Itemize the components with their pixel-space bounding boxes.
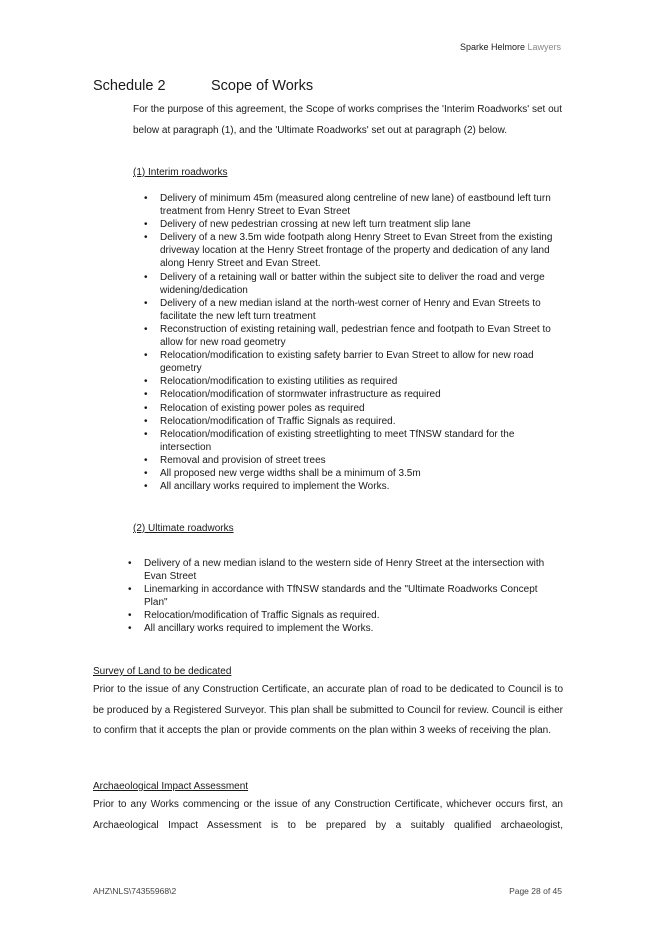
list-item: • Relocation of existing power poles as required: [144, 402, 566, 415]
list-item: • Relocation/modification of Traffic Signals as required.: [128, 609, 548, 622]
ultimate-roadworks-list: [128, 557, 548, 636]
list-item: • Delivery of a new 3.5m wide footpath along Henry Street to Evan Street from the existing driveway location at the Henry Street frontage of the property and dedication of any land along Henry Street and Evan Street.: [144, 231, 566, 270]
list-item: • Delivery of a new median island at the north-west corner of Henry and Evan Streets to facilitate the new left turn treatment: [144, 297, 566, 323]
list-item: • Relocation/modification of existing streetlighting to meet TfNSW standard for the intersection: [144, 428, 566, 454]
schedule-title: Scope of Works: [211, 78, 314, 94]
list-item: • Relocation/modification of Traffic Signals as required.: [144, 415, 566, 428]
schedule-number: Schedule 2: [93, 78, 166, 94]
schedule-intro: For the purpose of this agreement, the Scope of works comprises the 'Interim Roadworks' set out below at paragraph (1), and the 'Ultimate Roadworks' set out at paragraph (2) below.: [133, 104, 563, 136]
interim-roadworks-list: [144, 192, 566, 493]
ultimate-roadworks-heading: (2) Ultimate roadworks: [133, 523, 234, 534]
page-number: Page 28 of 45: [509, 886, 562, 896]
interim-roadworks-heading: (1) Interim roadworks: [133, 167, 228, 178]
archaeology-heading: Archaeological Impact Assessment: [93, 781, 249, 792]
list-item: • Relocation/modification to existing safety barrier to Evan Street to allow for new road geometry: [144, 349, 566, 375]
list-item: • Delivery of a retaining wall or batter within the subject site to deliver the road and verge widening/dedication: [144, 271, 566, 297]
list-item: • Relocation/modification of stormwater infrastructure as required: [144, 388, 566, 401]
list-item: • Delivery of minimum 45m (measured along centreline of new lane) of eastbound left turn treatment from Henry Street to Evan Street: [144, 192, 566, 218]
list-item: • Delivery of a new median island to the western side of Henry Street at the intersection with Evan Street: [128, 557, 548, 583]
list-item: • Delivery of new pedestrian crossing at new left turn treatment slip lane: [144, 218, 566, 231]
list-item: • Removal and provision of street trees: [144, 454, 566, 467]
survey-paragraph: Prior to the issue of any Construction Certificate, an accurate plan of road to be dedicated to Council is to be produced by a Registered Surveyor. This plan shall be submitted to Council for review. Council is either to confirm that it accepts the plan or provide comments on the plan within 3 weeks of receiving the plan.: [93, 684, 563, 736]
list-item: • Relocation/modification to existing utilities as required: [144, 375, 566, 388]
page-header: [460, 42, 561, 52]
survey-heading: Survey of Land to be dedicated: [93, 666, 232, 677]
list-item: • All ancillary works required to implement the Works.: [128, 622, 548, 635]
list-item: • Reconstruction of existing retaining wall, pedestrian fence and footpath to Evan Street to allow for new road geometry: [144, 323, 566, 349]
list-item: • All ancillary works required to implement the Works.: [144, 480, 566, 493]
firm-name: Sparke Helmore: [459, 42, 525, 52]
firm-suffix: Lawyers: [527, 42, 561, 52]
archaeology-paragraph: Prior to any Works commencing or the issue of any Construction Certificate, whichever occurs first, an Archaeological Impact Assessment is to be prepared by a suitably qualified archaeologist,: [93, 799, 563, 831]
list-item: • All proposed new verge widths shall be a minimum of 3.5m: [144, 467, 566, 480]
schedule-heading: [93, 78, 313, 94]
list-item: • Linemarking in accordance with TfNSW standards and the "Ultimate Roadworks Concept Plan": [128, 583, 548, 609]
document-reference: AHZ\NLS\74355968\2: [93, 886, 177, 896]
